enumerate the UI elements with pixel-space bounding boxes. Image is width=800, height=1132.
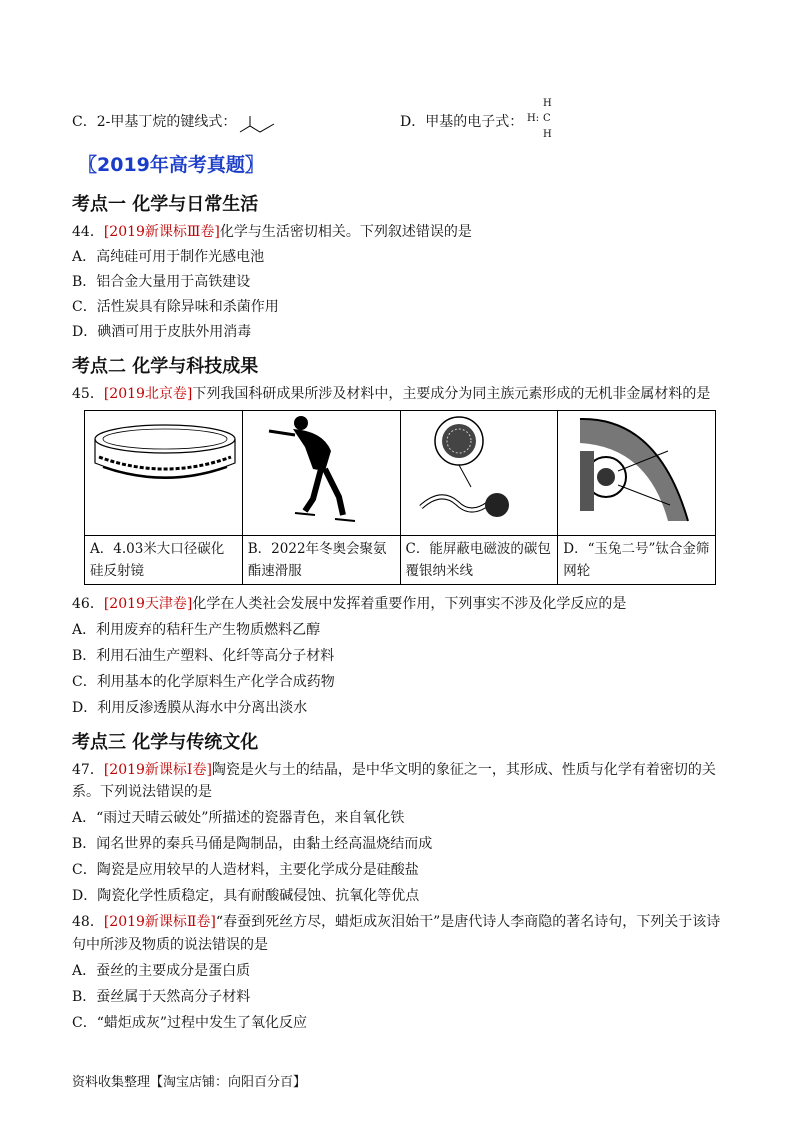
question-source: [2019新课标Ⅱ卷] <box>103 914 216 930</box>
question-48-stem-cont: 句中所涉及物质的说法错误的是 <box>72 937 268 953</box>
q46-option-d: D．利用反渗透膜从海水中分离出淡水 <box>72 700 308 716</box>
question-48-stem <box>72 912 720 932</box>
q44-option-c: C．活性炭具有除异味和杀菌作用 <box>72 299 279 315</box>
section-heading-1: 考点一 化学与日常生活 <box>72 194 259 215</box>
question-47-stem <box>72 760 716 780</box>
question-source: [2019天津卷] <box>103 596 193 612</box>
q47-option-d: D．陶瓷化学性质稳定，具有耐酸碱侵蚀、抗氧化等优点 <box>72 888 420 904</box>
question-number: 47． <box>72 762 104 778</box>
formula-h-left: H: <box>527 113 540 124</box>
q44-option-a: A．高纯硅可用于制作光感电池 <box>72 249 265 265</box>
nanowire-image-icon <box>401 411 559 535</box>
section-heading-2: 考点二 化学与科技成果 <box>72 356 259 377</box>
mirror-image-icon <box>85 411 243 535</box>
image-cell-a <box>85 411 243 536</box>
image-cell-d <box>558 411 716 536</box>
caption-d: D．“玉兔二号”钛合金筛网轮 <box>558 536 716 585</box>
q44-option-d: D．碘酒可用于皮肤外用消毒 <box>72 324 252 340</box>
question-45-stem <box>72 384 710 404</box>
formula-c: C <box>543 113 551 124</box>
q47-option-a: A．“雨过天晴云破处”所描述的瓷器青色，来自氧化铁 <box>72 810 405 826</box>
rover-wheel-icon <box>558 411 716 535</box>
option-c-skeletal <box>72 112 236 132</box>
formula-h-top: H <box>543 98 552 109</box>
option-c-label: C．2-甲基丁烷的键线式： <box>72 114 237 130</box>
q46-option-c: C．利用基本的化学原料生产化学合成药物 <box>72 674 335 690</box>
question-text: “春蚕到死丝方尽，蜡炬成灰泪始干”是唐代诗人李商隐的著名诗句，下列关于该诗 <box>215 914 721 930</box>
question-44-stem <box>72 222 472 242</box>
option-d-electron <box>400 112 523 132</box>
electron-formula <box>525 98 555 142</box>
q44-option-b: B．铝合金大量用于高铁建设 <box>72 274 251 290</box>
section-banner: 〖2019年高考真题〗 <box>78 154 264 176</box>
question-source: [2019新课标Ⅲ卷] <box>103 224 220 240</box>
image-cell-c <box>400 411 558 536</box>
q48-option-c: C．“蜡炬成灰”过程中发生了氧化反应 <box>72 1015 308 1031</box>
section-heading-3: 考点三 化学与传统文化 <box>72 732 259 753</box>
skeletal-formula-icon <box>238 114 278 136</box>
question-number: 48． <box>72 914 104 930</box>
page-footer: 资料收集整理【淘宝店铺：向阳百分百】 <box>72 1075 307 1090</box>
question-source: [2019北京卷] <box>103 386 193 402</box>
q47-option-b: B．闻名世界的秦兵马俑是陶制品，由黏土经高温烧结而成 <box>72 836 433 852</box>
q45-image-table <box>84 410 716 585</box>
q46-option-b: B．利用石油生产塑料、化纤等高分子材料 <box>72 648 335 664</box>
question-text: 下列我国科研成果所涉及材料中，主要成分为同主族元素形成的无机非金属材料的是 <box>192 386 711 402</box>
question-number: 46． <box>72 596 104 612</box>
q46-option-a: A．利用废弃的秸秆生产生物质燃料乙醇 <box>72 622 321 638</box>
question-source: [2019新课标Ⅰ卷] <box>103 762 212 778</box>
question-text: 化学与生活密切相关。下列叙述错误的是 <box>219 224 472 240</box>
q48-option-b: B．蚕丝属于天然高分子材料 <box>72 989 251 1005</box>
question-text: 陶瓷是火与土的结晶，是中华文明的象征之一，其形成、性质与化学有着密切的关 <box>211 762 716 778</box>
formula-h-bottom: H <box>543 129 552 140</box>
question-47-stem-cont: 系。下列说法错误的是 <box>72 784 212 800</box>
speed-skater-icon <box>243 411 401 535</box>
image-cell-b <box>242 411 400 536</box>
question-number: 45． <box>72 386 104 402</box>
option-d-label: D．甲基的电子式： <box>400 114 524 130</box>
q48-option-a: A．蚕丝的主要成分是蛋白质 <box>72 963 251 979</box>
q47-option-c: C．陶瓷是应用较早的人造材料，主要化学成分是硅酸盐 <box>72 862 419 878</box>
question-46-stem <box>72 594 626 614</box>
caption-b: B．2022年冬奥会聚氨酯速滑服 <box>242 536 400 585</box>
caption-c: C．能屏蔽电磁波的碳包覆银纳米线 <box>400 536 558 585</box>
question-number: 44． <box>72 224 104 240</box>
question-text: 化学在人类社会发展中发挥着重要作用，下列事实不涉及化学反应的是 <box>192 596 627 612</box>
caption-a: A．4.03米大口径碳化硅反射镜 <box>85 536 243 585</box>
